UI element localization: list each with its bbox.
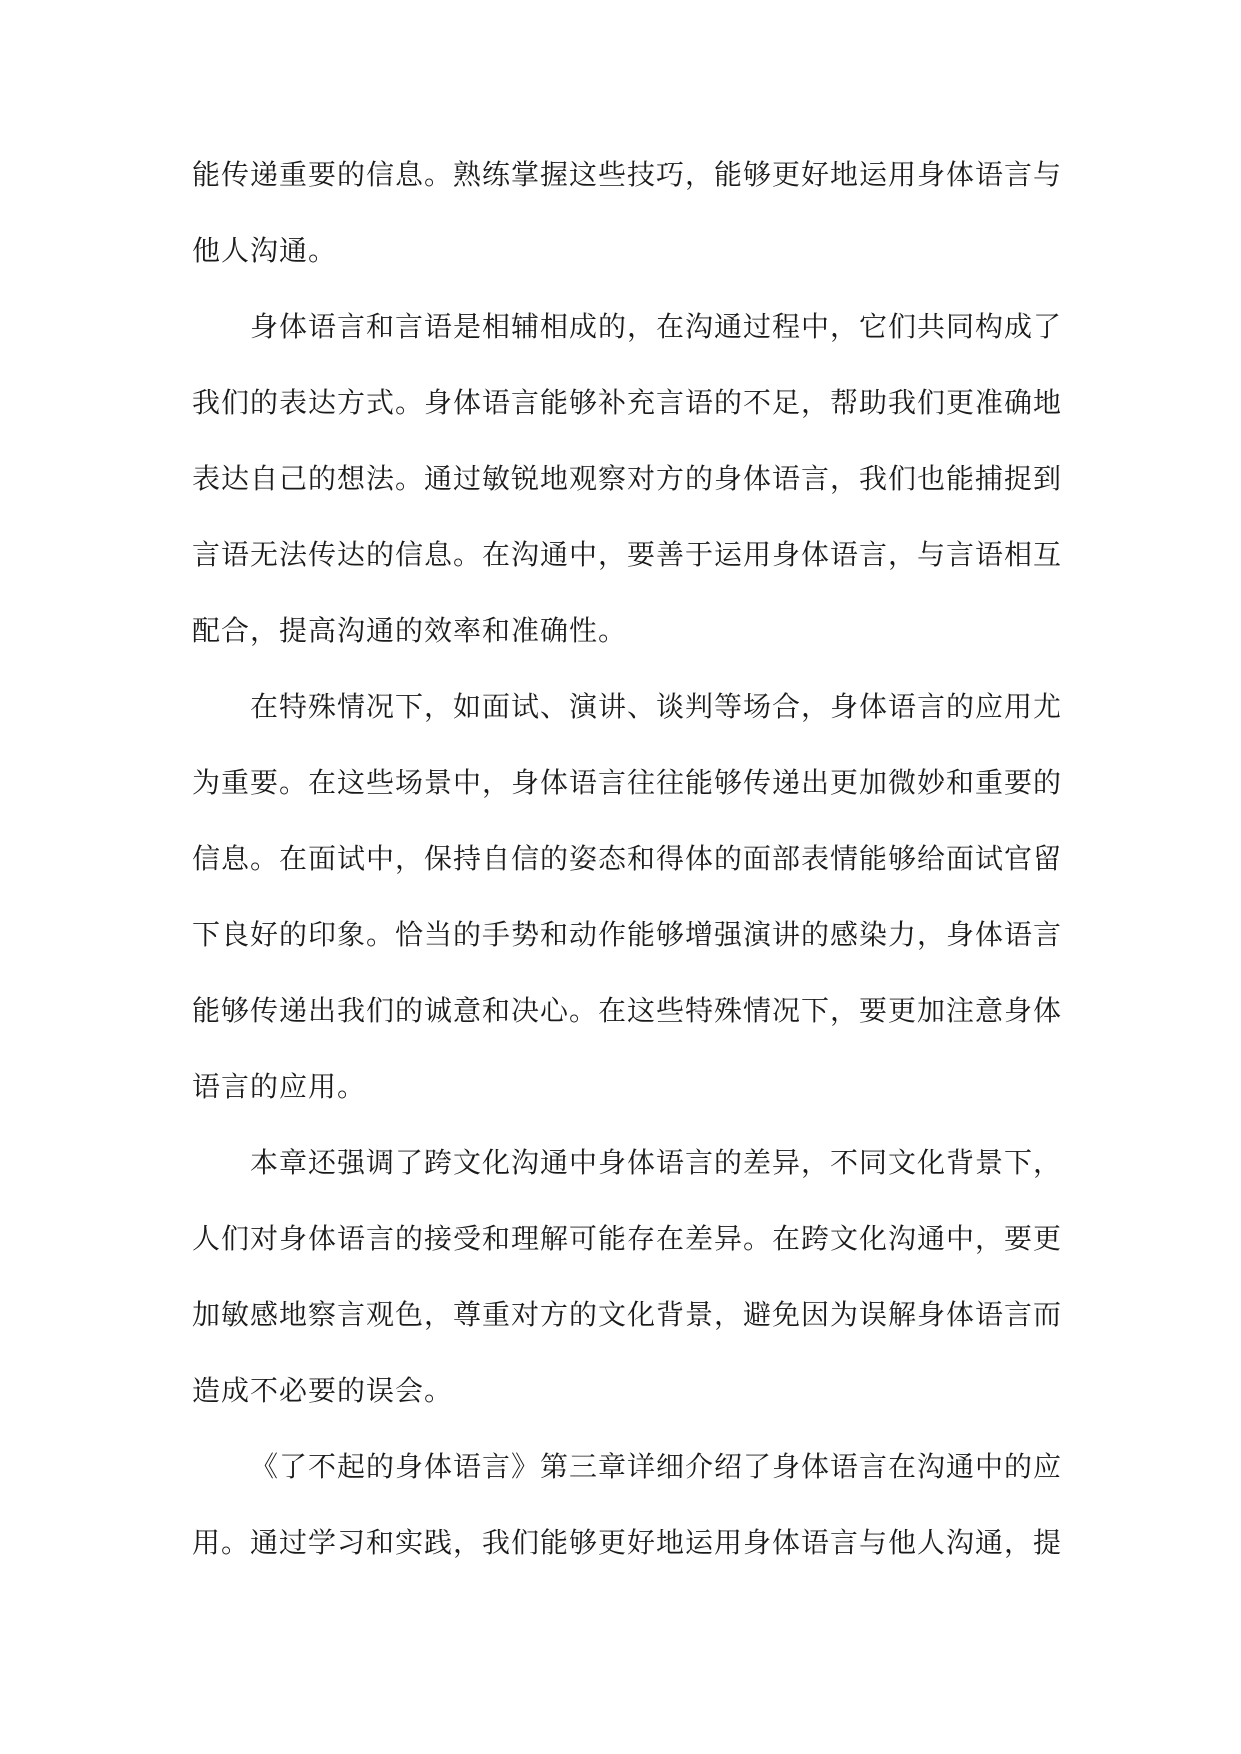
text-line: 信息。在面试中，保持自信的姿态和得体的面部表情能够给面试官留 — [192, 842, 1063, 875]
text-line: 《了不起的身体语言》第三章详细介绍了身体语言在沟通中的应 — [250, 1450, 1063, 1483]
paragraph — [192, 1429, 1092, 1581]
text-line: 加敏感地察言观色，尊重对方的文化背景，避免因为误解身体语言而 — [192, 1298, 1063, 1331]
text-line: 本章还强调了跨文化沟通中身体语言的差异，不同文化背景下， — [250, 1146, 1063, 1179]
text-line: 人们对身体语言的接受和理解可能存在差异。在跨文化沟通中，要更 — [192, 1222, 1063, 1255]
text-line: 造成不必要的误会。 — [192, 1374, 454, 1407]
text-line: 身体语言和言语是相辅相成的，在沟通过程中，它们共同构成了 — [250, 310, 1063, 343]
paragraph — [192, 289, 1092, 669]
text-line: 在特殊情况下，如面试、演讲、谈判等场合，身体语言的应用尤 — [250, 690, 1063, 723]
paragraph — [192, 1125, 1092, 1429]
paragraph — [192, 669, 1092, 1125]
text-line: 表达自己的想法。通过敏锐地观察对方的身体语言，我们也能捕捉到 — [192, 462, 1063, 495]
body-text — [192, 137, 1092, 1581]
text-line: 下良好的印象。恰当的手势和动作能够增强演讲的感染力，身体语言 — [192, 918, 1063, 951]
text-line: 能够传递出我们的诚意和决心。在这些特殊情况下，要更加注意身体 — [192, 994, 1063, 1027]
text-line: 我们的表达方式。身体语言能够补充言语的不足，帮助我们更准确地 — [192, 386, 1063, 419]
paragraph-continued — [192, 137, 1092, 289]
text-line: 为重要。在这些场景中，身体语言往往能够传递出更加微妙和重要的 — [192, 766, 1063, 799]
text-line: 配合，提高沟通的效率和准确性。 — [192, 614, 628, 647]
text-line: 语言的应用。 — [192, 1070, 367, 1103]
text-line: 言语无法传达的信息。在沟通中，要善于运用身体语言，与言语相互 — [192, 538, 1063, 571]
text-line: 他人沟通。 — [192, 234, 338, 267]
text-line: 用。通过学习和实践，我们能够更好地运用身体语言与他人沟通，提 — [192, 1526, 1063, 1559]
text-line: 能传递重要的信息。熟练掌握这些技巧，能够更好地运用身体语言与 — [192, 158, 1063, 191]
